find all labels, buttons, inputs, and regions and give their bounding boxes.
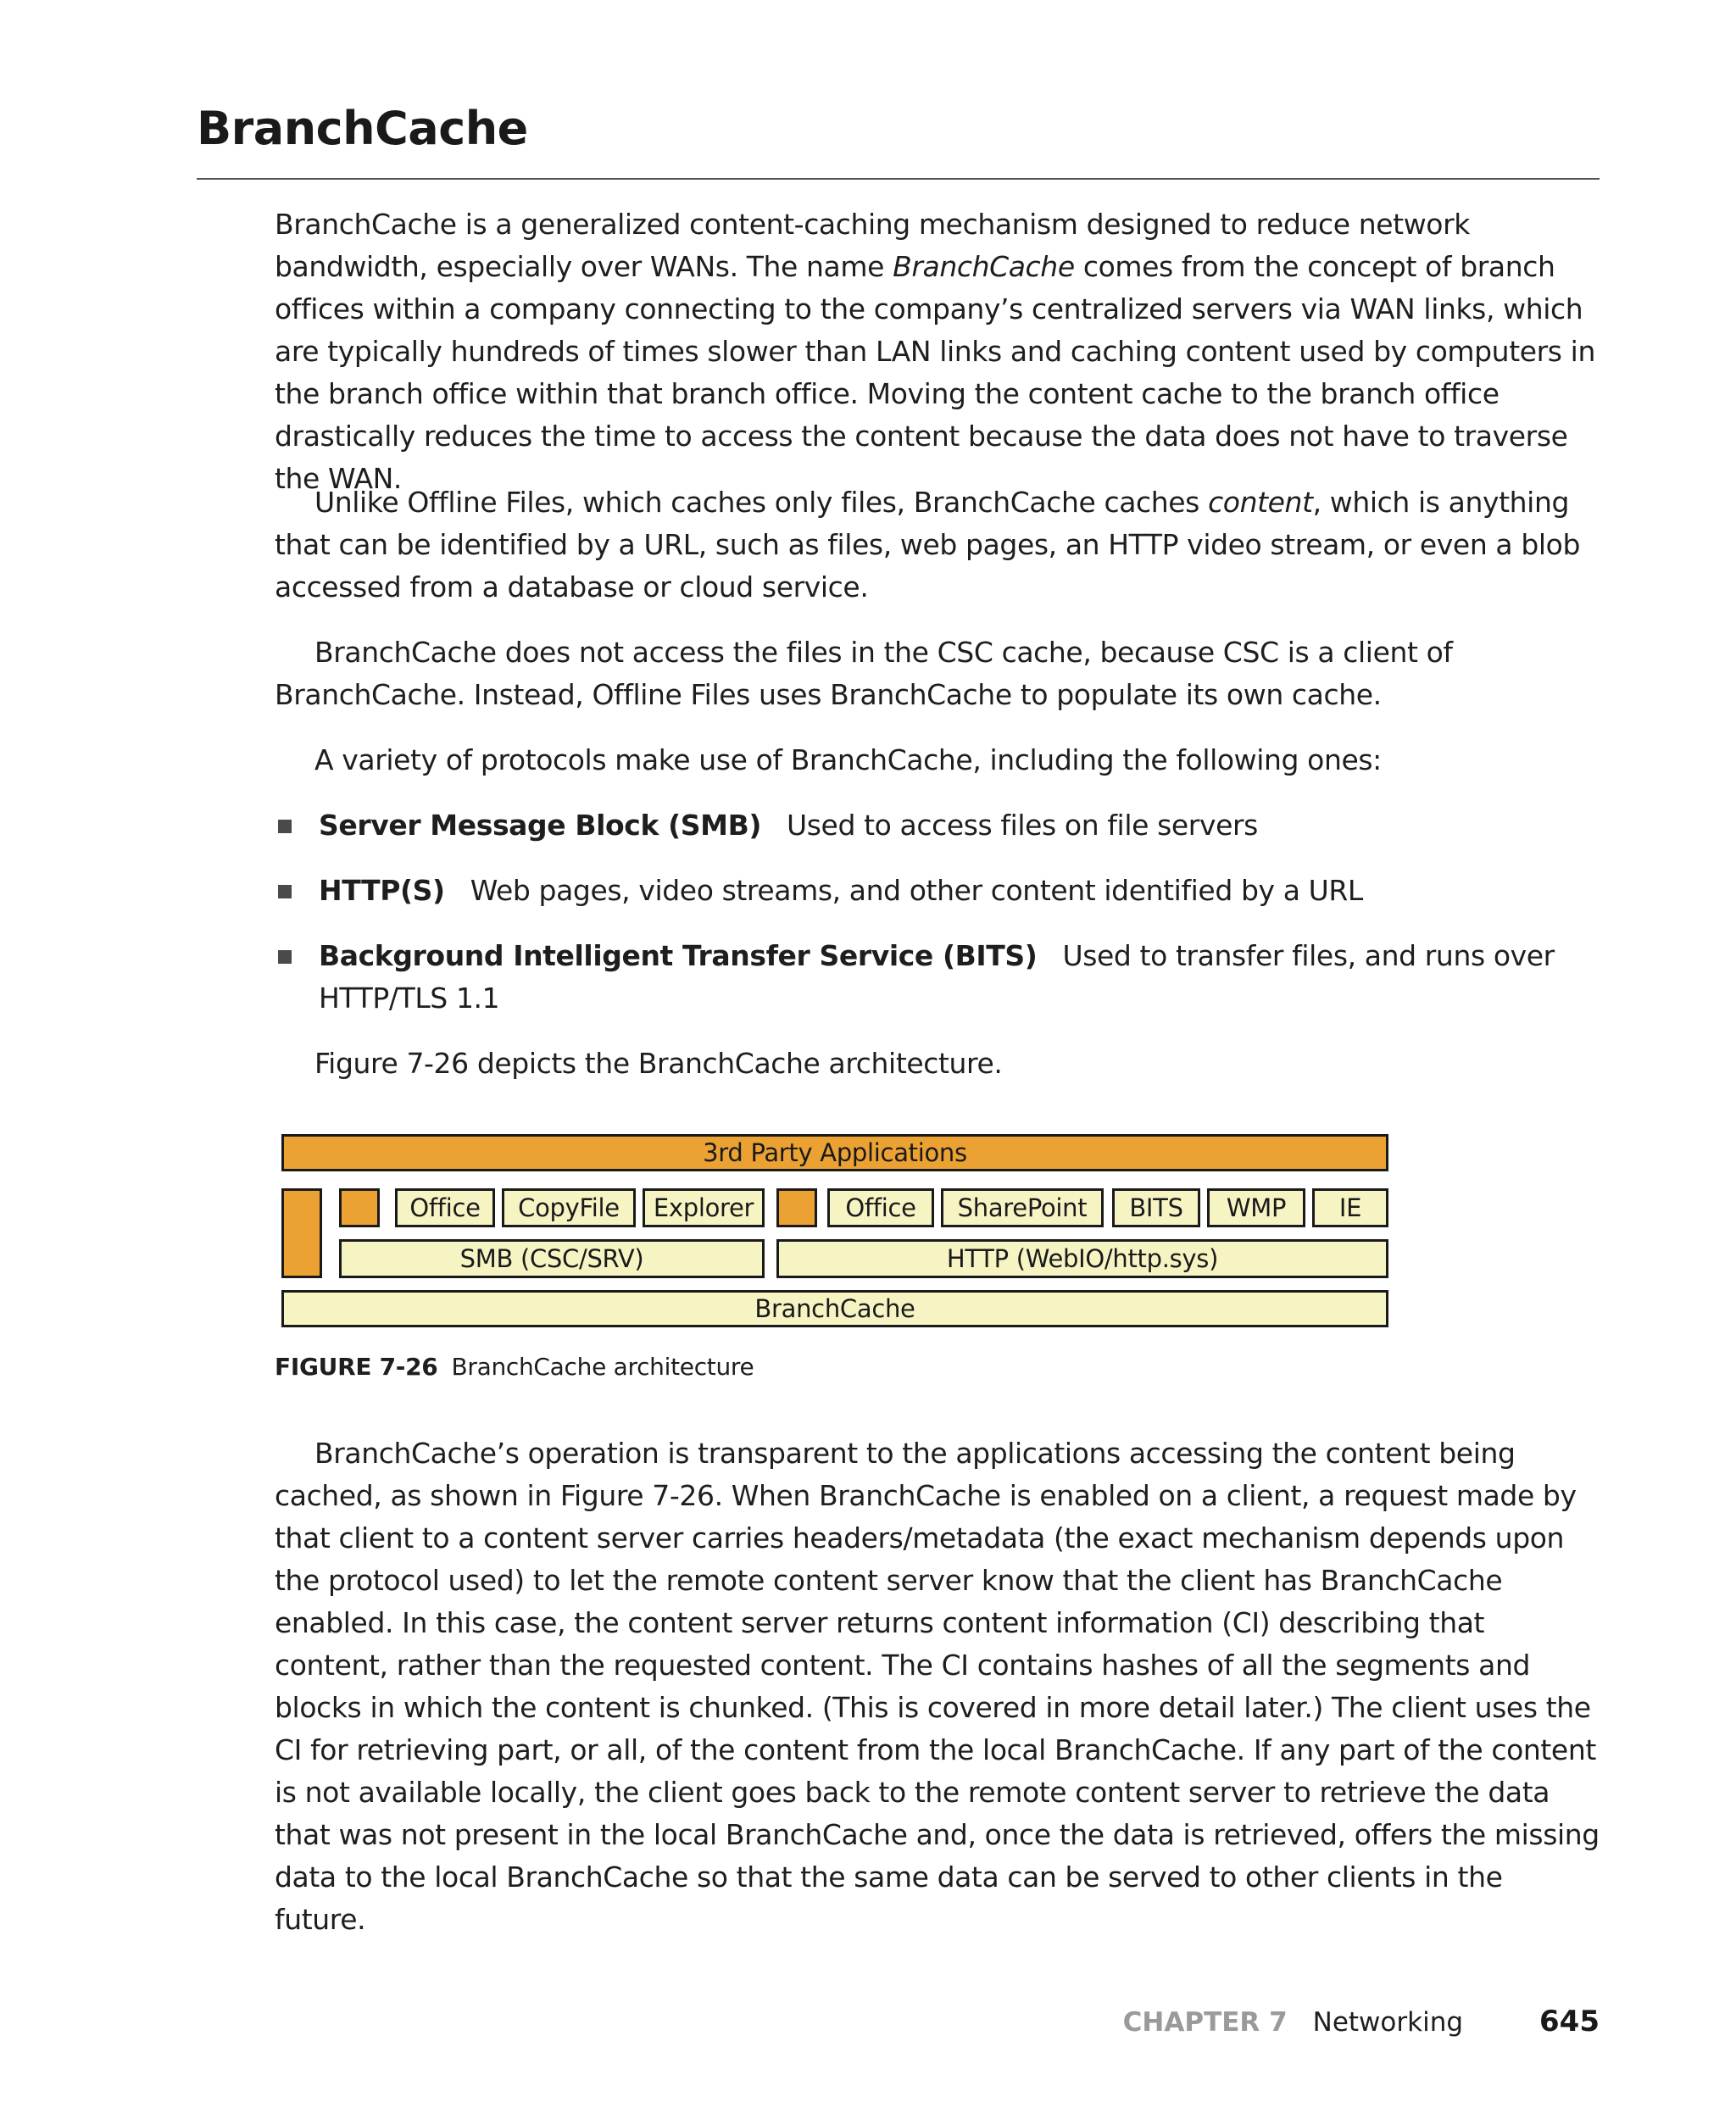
diagram-block-http-office: Office	[827, 1188, 934, 1227]
diagram-block-branchcache: BranchCache	[281, 1290, 1388, 1327]
diagram-block-ie: IE	[1312, 1188, 1388, 1227]
diagram-block-bits: BITS	[1112, 1188, 1200, 1227]
diagram-block-wmp: WMP	[1207, 1188, 1305, 1227]
diagram-block-explorer: Explorer	[643, 1188, 765, 1227]
figure-caption-text: BranchCache architecture	[451, 1353, 754, 1381]
paragraph-content	[275, 481, 1600, 609]
figure-label: FIGURE 7-26	[275, 1353, 438, 1381]
paragraph-csc: BranchCache does not access the files in the CSC cache, because CSC is a client of BranchCache. Instead, Offline Files uses BranchCache to populate its own cache.	[275, 636, 1453, 711]
diagram-block-copyfile: CopyFile	[502, 1188, 636, 1227]
bullet-term: HTTP(S)	[319, 874, 445, 907]
paragraph-intro-text-b: comes from the concept of branch offices within a company connecting to the company’s centralized servers via WAN links, which are typically hundreds of times slower than LAN links and caching content used by computers in the branch office within that branch office. Moving the content cache to the branch office drastically reduces the time to access the content because the data does not have to traverse the WAN.	[275, 250, 1595, 495]
paragraph-figure-ref: Figure 7-26 depicts the BranchCache architecture.	[314, 1047, 1003, 1080]
figure-caption	[275, 1353, 754, 1381]
paragraph-content-text-a: Unlike Offline Files, which caches only files, BranchCache caches	[314, 486, 1209, 519]
bullet-square-icon	[278, 950, 292, 964]
paragraph-intro-text-a: BranchCache is a generalized content-caching mechanism designed to reduce network bandwidth, especially over WANs. The name	[275, 208, 1470, 283]
paragraph-operation: BranchCache’s operation is transparent to the applications accessing the content being cached, as shown in Figure 7-26. When BranchCache is enabled on a client, a request made by that client to a content server carries headers/metadata (the exact mechanism depends upon the protocol used) to let the remote content server know that the client has BranchCache enabled. In this case, the content server returns content information (CI) describing that content, rather than the requested content. The CI contains hashes of all the segments and blocks in which the content is chunked. (This is covered in more detail later.) The client uses the CI for retrieving part, or all, of the content from the local BranchCache. If any part of the content is not available locally, the client goes back to the remote content server to retrieve the data that was not present in the local BranchCache and, once the data is retrieved, offers the missing data to the local BranchCache so that the same data can be served to other clients in the future.	[275, 1437, 1600, 1936]
footer-chapter: CHAPTER 7	[1122, 2007, 1288, 2038]
paragraph-protocols-intro: A variety of protocols make use of BranchCache, including the following ones:	[314, 743, 1382, 776]
diagram-block-sharepoint: SharePoint	[941, 1188, 1104, 1227]
heading-rule	[197, 178, 1600, 180]
paragraph-content-text-b: , which is anything that can be identified by a URL, such as files, web pages, an HTTP video stream, or even a blob accessed from a database or cloud service.	[275, 486, 1580, 603]
footer-section: Networking	[1312, 2007, 1464, 2038]
paragraph-intro-emphasis: BranchCache	[893, 250, 1075, 283]
bullet-term: Server Message Block (SMB)	[319, 809, 761, 842]
branchcache-architecture-diagram	[280, 1134, 1390, 1329]
diagram-block-smb-office: Office	[395, 1188, 495, 1227]
diagram-block-http-stack: HTTP (WebIO/http.sys)	[776, 1239, 1388, 1278]
bullet-description: Used to transfer files, and runs over HTTP/TLS 1.1	[319, 939, 1555, 1015]
page-number: 645	[1539, 2005, 1600, 2038]
diagram-block-orange-http-app	[776, 1188, 817, 1227]
bullet-square-icon	[278, 885, 292, 898]
paragraph-intro	[275, 203, 1600, 500]
bullet-term: Background Intelligent Transfer Service (BITS)	[319, 939, 1038, 972]
bullet-description: Used to access files on file servers	[787, 809, 1258, 842]
page-footer	[1123, 2005, 1600, 2038]
bullet-square-icon	[278, 820, 292, 833]
bullet-item-smb	[319, 804, 1600, 847]
diagram-block-orange-left	[281, 1188, 322, 1278]
bullet-description: Web pages, video streams, and other content identified by a URL	[470, 874, 1363, 907]
diagram-block-orange-smb-app	[339, 1188, 380, 1227]
diagram-block-smb-stack: SMB (CSC/SRV)	[339, 1239, 765, 1278]
section-heading: BranchCache	[197, 102, 528, 155]
bullet-item-http	[319, 870, 1600, 912]
paragraph-content-emphasis: content	[1208, 486, 1313, 519]
bullet-item-bits	[319, 935, 1600, 1020]
diagram-block-3rd-party-applications: 3rd Party Applications	[281, 1134, 1388, 1171]
